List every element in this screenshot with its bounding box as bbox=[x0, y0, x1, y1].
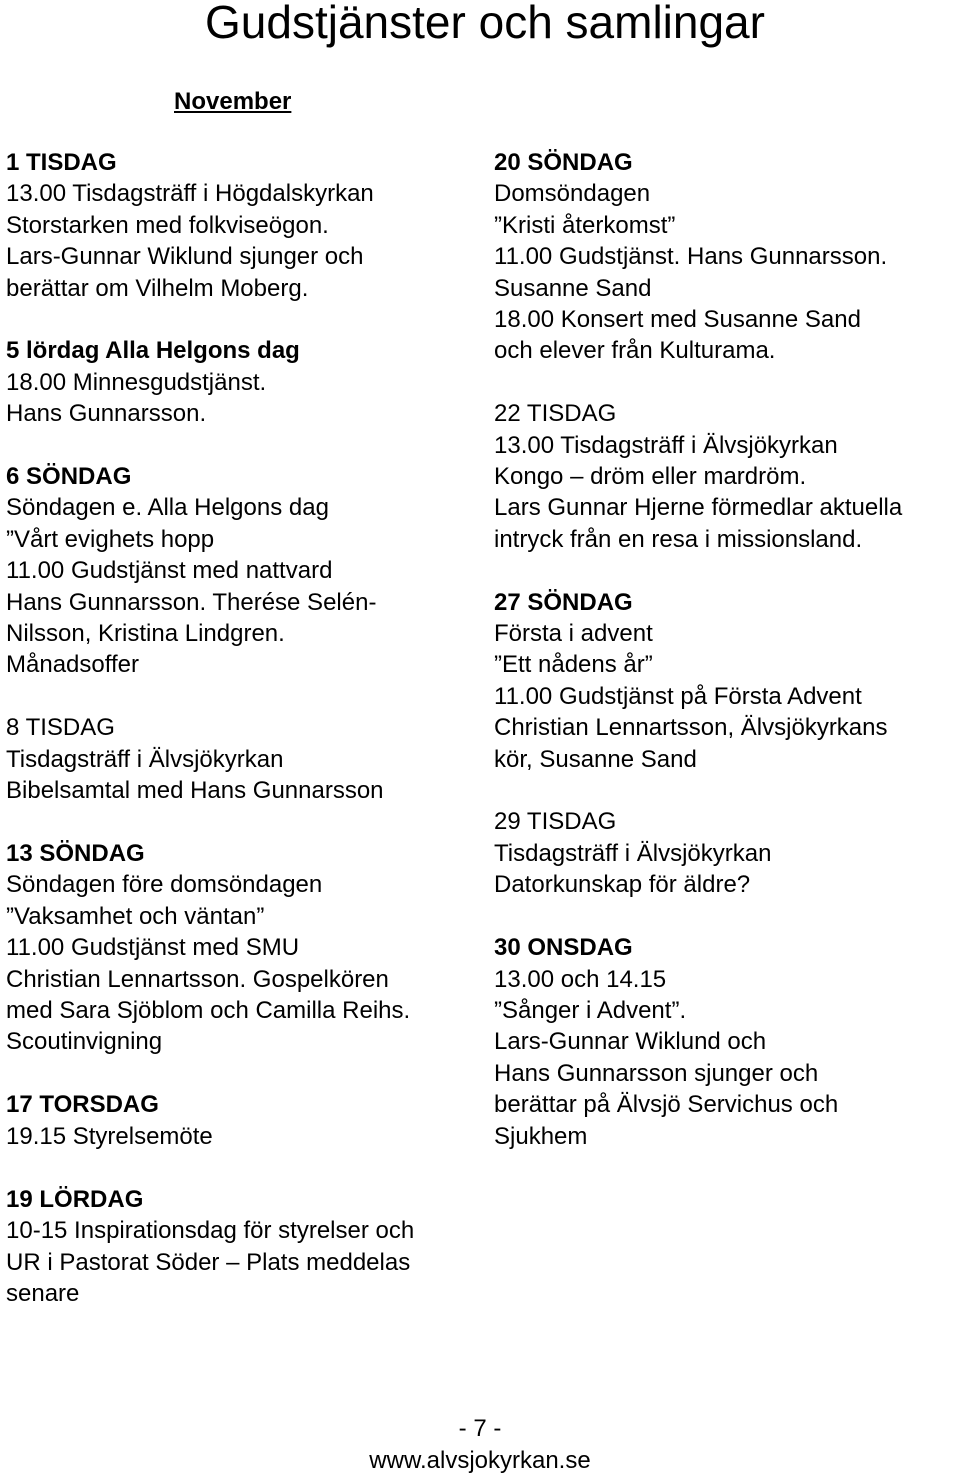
event-block bbox=[6, 461, 481, 681]
event-heading: 20 SÖNDAG bbox=[494, 149, 633, 176]
event-heading: 27 SÖNDAG bbox=[494, 588, 633, 616]
event-block bbox=[6, 1184, 481, 1310]
event-line: ”Vårt evighets hopp bbox=[6, 525, 215, 553]
page-number: - 7 - bbox=[458, 1415, 502, 1442]
event-line: Christian Lennartsson. Gospelkören bbox=[6, 965, 389, 993]
event-line: 11.00 Gudstjänst. Hans Gunnarsson. bbox=[494, 243, 888, 271]
event-heading: 5 lördag Alla Helgons dag bbox=[6, 337, 300, 365]
event-line: intryck från en resa i missionsland. bbox=[494, 525, 863, 553]
event-line: Söndagen före domsöndagen bbox=[6, 871, 323, 899]
event-block bbox=[6, 712, 481, 806]
event-line: 10-15 Inspirationsdag för styrelser och bbox=[6, 1217, 415, 1245]
event-line: Domsöndagen bbox=[494, 180, 651, 208]
event-line: Tisdagsträff i Älvsjökyrkan bbox=[6, 745, 284, 773]
event-line: 11.00 Gudstjänst med SMU bbox=[6, 934, 300, 962]
event-line: Scoutinvigning bbox=[6, 1028, 163, 1056]
event-line: ”Ett nådens år” bbox=[494, 651, 653, 679]
event-line: ”Vaksamhet och väntan” bbox=[6, 902, 265, 930]
event-heading: 19 LÖRDAG bbox=[6, 1186, 144, 1213]
event-line: berättar på Älvsjö Servichus och bbox=[494, 1091, 839, 1119]
event-line: 11.00 Gudstjänst på Första Advent bbox=[494, 682, 862, 710]
event-line: UR i Pastorat Söder – Plats meddelas bbox=[6, 1248, 411, 1276]
event-block bbox=[6, 1089, 481, 1152]
event-block bbox=[494, 932, 960, 1152]
event-heading: 1 TISDAG bbox=[6, 149, 117, 176]
left-column bbox=[6, 147, 481, 1152]
event-block bbox=[6, 147, 481, 304]
bottom-left-column bbox=[6, 1184, 481, 1310]
event-line: Lars-Gunnar Wiklund och bbox=[494, 1028, 767, 1056]
event-line: Datorkunskap för äldre? bbox=[494, 871, 751, 899]
event-line: Söndagen e. Alla Helgons dag bbox=[6, 494, 329, 522]
event-line: 18.00 Minnesgudstjänst. bbox=[6, 368, 267, 396]
event-line: Nilsson, Kristina Lindgren. bbox=[6, 620, 285, 648]
event-heading: 22 TISDAG bbox=[494, 400, 617, 428]
event-line: 19.15 Styrelsemöte bbox=[6, 1122, 213, 1150]
event-line: ”Kristi återkomst” bbox=[494, 211, 676, 239]
event-line: Storstarken med folkviseögon. bbox=[6, 211, 329, 239]
event-line: och elever från Kulturama. bbox=[494, 337, 776, 365]
event-line: ”Sånger i Advent”. bbox=[494, 996, 687, 1024]
event-heading: 6 SÖNDAG bbox=[6, 463, 132, 491]
event-line: Lars Gunnar Hjerne förmedlar aktuella bbox=[494, 494, 903, 522]
event-line: Susanne Sand bbox=[494, 274, 652, 302]
event-heading: 29 TISDAG bbox=[494, 808, 617, 836]
event-block bbox=[494, 587, 960, 775]
event-block bbox=[6, 335, 481, 429]
event-line: Kongo – dröm eller mardröm. bbox=[494, 463, 807, 491]
event-line: Lars-Gunnar Wiklund sjunger och bbox=[6, 243, 364, 271]
event-line: med Sara Sjöblom och Camilla Reihs. bbox=[6, 996, 411, 1024]
event-line: Hans Gunnarsson. bbox=[6, 400, 207, 428]
event-line: senare bbox=[6, 1280, 80, 1308]
page-title: Gudstjänster och samlingar bbox=[205, 0, 765, 48]
event-line: berättar om Vilhelm Moberg. bbox=[6, 274, 309, 302]
event-block bbox=[494, 398, 960, 555]
event-line: Christian Lennartsson, Älvsjökyrkans bbox=[494, 714, 888, 742]
website-url[interactable]: www.alvsjokyrkan.se bbox=[369, 1447, 591, 1474]
event-line: Tisdagsträff i Älvsjökyrkan bbox=[494, 839, 772, 867]
event-line: Första i advent bbox=[494, 620, 653, 648]
event-line: 13.00 Tisdagsträff i Högdalskyrkan bbox=[6, 180, 374, 208]
event-block bbox=[494, 806, 960, 900]
event-line: Sjukhem bbox=[494, 1122, 588, 1150]
event-heading: 17 TORSDAG bbox=[6, 1091, 159, 1119]
event-line: kör, Susanne Sand bbox=[494, 745, 697, 773]
event-heading: 13 SÖNDAG bbox=[6, 839, 145, 867]
event-line: Bibelsamtal med Hans Gunnarsson bbox=[6, 777, 384, 805]
event-heading: 30 ONSDAG bbox=[494, 934, 633, 962]
right-column bbox=[494, 147, 960, 1152]
event-line: 13.00 och 14.15 bbox=[494, 965, 667, 993]
event-line: Månadsoffer bbox=[6, 651, 139, 679]
event-line: 13.00 Tisdagsträff i Älvsjökyrkan bbox=[494, 431, 838, 459]
event-block bbox=[494, 147, 960, 367]
event-line: 11.00 Gudstjänst med nattvard bbox=[6, 557, 333, 585]
month-heading: November bbox=[174, 88, 292, 115]
event-block bbox=[6, 838, 481, 1058]
event-line: Hans Gunnarsson sjunger och bbox=[494, 1059, 819, 1087]
event-line: 18.00 Konsert med Susanne Sand bbox=[494, 306, 861, 334]
event-heading: 8 TISDAG bbox=[6, 714, 115, 742]
event-line: Hans Gunnarsson. Therése Selén- bbox=[6, 588, 377, 616]
